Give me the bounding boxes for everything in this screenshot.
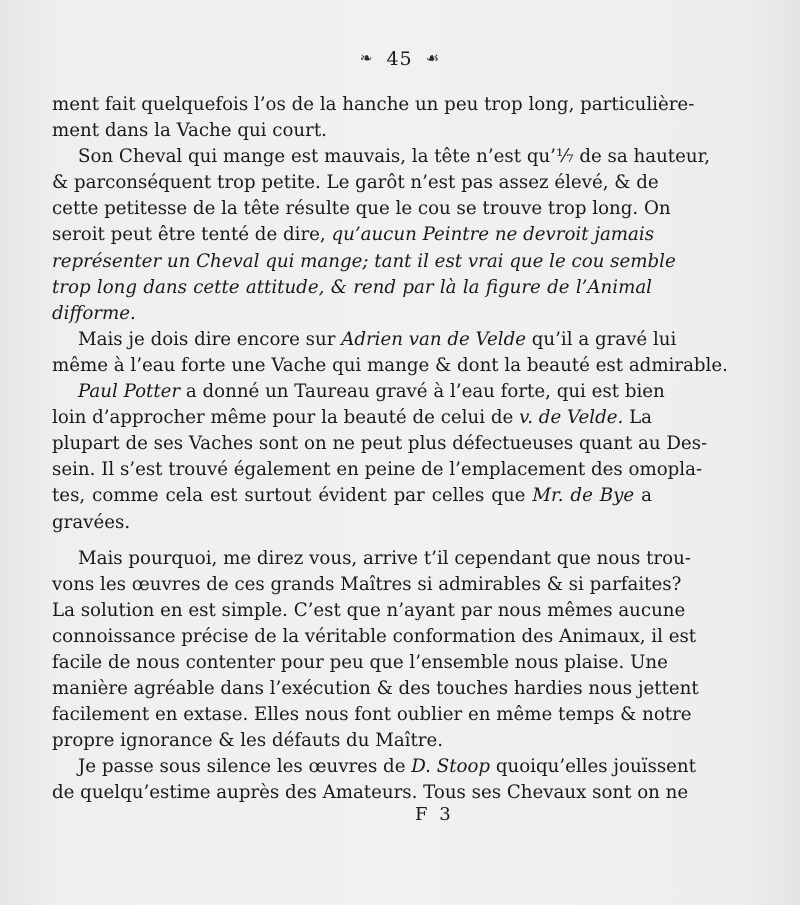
fleuron-left-ornament-icon: ❧ [359,49,374,67]
italic-text-run: difforme. [52,302,136,324]
text-run: a [634,485,652,507]
text-line [52,405,652,431]
text-run: La [623,407,653,429]
text-line [52,572,682,598]
text-line [52,728,652,754]
text-run: seroit peut être tenté de dire, [52,224,332,246]
text-line [52,510,652,536]
italic-text-run: qu’aucun Peintre ne devroit jamais [331,224,655,246]
text-line [52,379,665,405]
text-line [52,702,692,728]
text-run: quoiqu’elles jouïssent [490,756,696,778]
text-line [52,624,697,650]
text-run: facile de nous contenter pour peu que l’ensemble nous plaise. Une [52,651,668,673]
text-run: Mais pourquoi, me direz vous, arrive t’il cependant que nous trou- [78,547,691,569]
italic-text-run: trop long dans cette attitude, & rend par là la figure de l’Animal [52,276,652,298]
text-run: a donné un Taureau gravé à l’eau forte, qui est bien [180,381,665,403]
text-line [52,546,691,572]
page-number: 45 [386,48,413,70]
text-run: cette petitesse de la tête résulte que le cou se trouve trop long. On [52,198,671,220]
text-run: facilement en extase. Elles nous font oublier en même temps & notre [52,704,692,726]
text-run: vons les œuvres de ces grands Maîtres si admirables & si parfaites? [52,573,682,595]
text-line [52,144,711,170]
text-run: gravées. [52,511,131,533]
text-line [52,483,652,509]
text-run: ment fait quelquefois l’os de la hanche un peu trop long, particulière- [52,94,695,115]
text-run: Je passe sous silence les œuvres de [78,756,412,778]
text-line [52,598,686,624]
body-text [52,92,728,807]
italic-text-run: Mr. de Bye [532,485,635,507]
text-run: La solution en est simple. C’est que n’ayant par nous mêmes aucune [52,599,686,621]
text-run: sein. Il s’est trouvé également en peine de l’emplacement des omopla- [52,459,703,481]
text-run: ment dans la Vache qui court. [52,120,327,142]
italic-text-run: Paul Potter [78,381,181,403]
text-line [52,92,695,118]
text-run: plupart de ses Vaches sont on ne peut plus défectueuses quant au Des- [52,433,708,455]
text-line [52,275,652,301]
signature-mark: F 3 [415,804,454,825]
text-line [52,327,677,353]
italic-text-run: Adrien van de Velde [341,328,526,350]
text-run: loin d’approcher même pour la beauté de celui de [52,407,520,429]
text-line [52,754,696,780]
text-line [52,431,708,457]
text-run: qu’il a gravé lui [525,328,677,350]
text-line [52,118,652,144]
text-line [52,222,655,248]
text-line [52,301,652,327]
text-run: même à l’eau forte une Vache qui mange & dont la beauté est admirable. [52,354,728,376]
text-line [52,780,689,806]
text-line [52,249,676,275]
text-run: manière agréable dans l’exécution & des touches hardies nous jettent [52,678,699,700]
text-run: de quelqu’estime auprès des Amateurs. Tous ses Chevaux sont on ne [52,782,689,804]
text-run: Mais je dois dire encore sur [78,328,342,350]
text-run: tes, comme cela est surtout évident par celles que [52,485,533,507]
text-run: Son Cheval qui mange est mauvais, la tête n’est qu’⅐ de sa hauteur, [78,146,711,168]
paragraph-gap [52,536,652,546]
text-line [52,650,668,676]
text-line [52,170,659,196]
text-line [52,457,703,483]
page-header [0,48,800,70]
italic-text-run: D. Stoop [411,756,491,778]
text-run: propre ignorance & les défauts du Maître. [52,730,444,752]
text-run: & parconséquent trop petite. Le garôt n’est pas assez élevé, & de [52,172,659,194]
text-line [52,196,671,222]
italic-text-run: v. de Velde. [519,407,624,429]
text-run: connoissance précise de la véritable conformation des Animaux, il est [52,625,697,647]
fleuron-right-ornament-icon: ☙ [425,49,441,67]
italic-text-run: représenter un Cheval qui mange; tant il est vrai que le cou semble [52,250,676,272]
text-line [52,676,699,702]
text-line [52,353,728,379]
